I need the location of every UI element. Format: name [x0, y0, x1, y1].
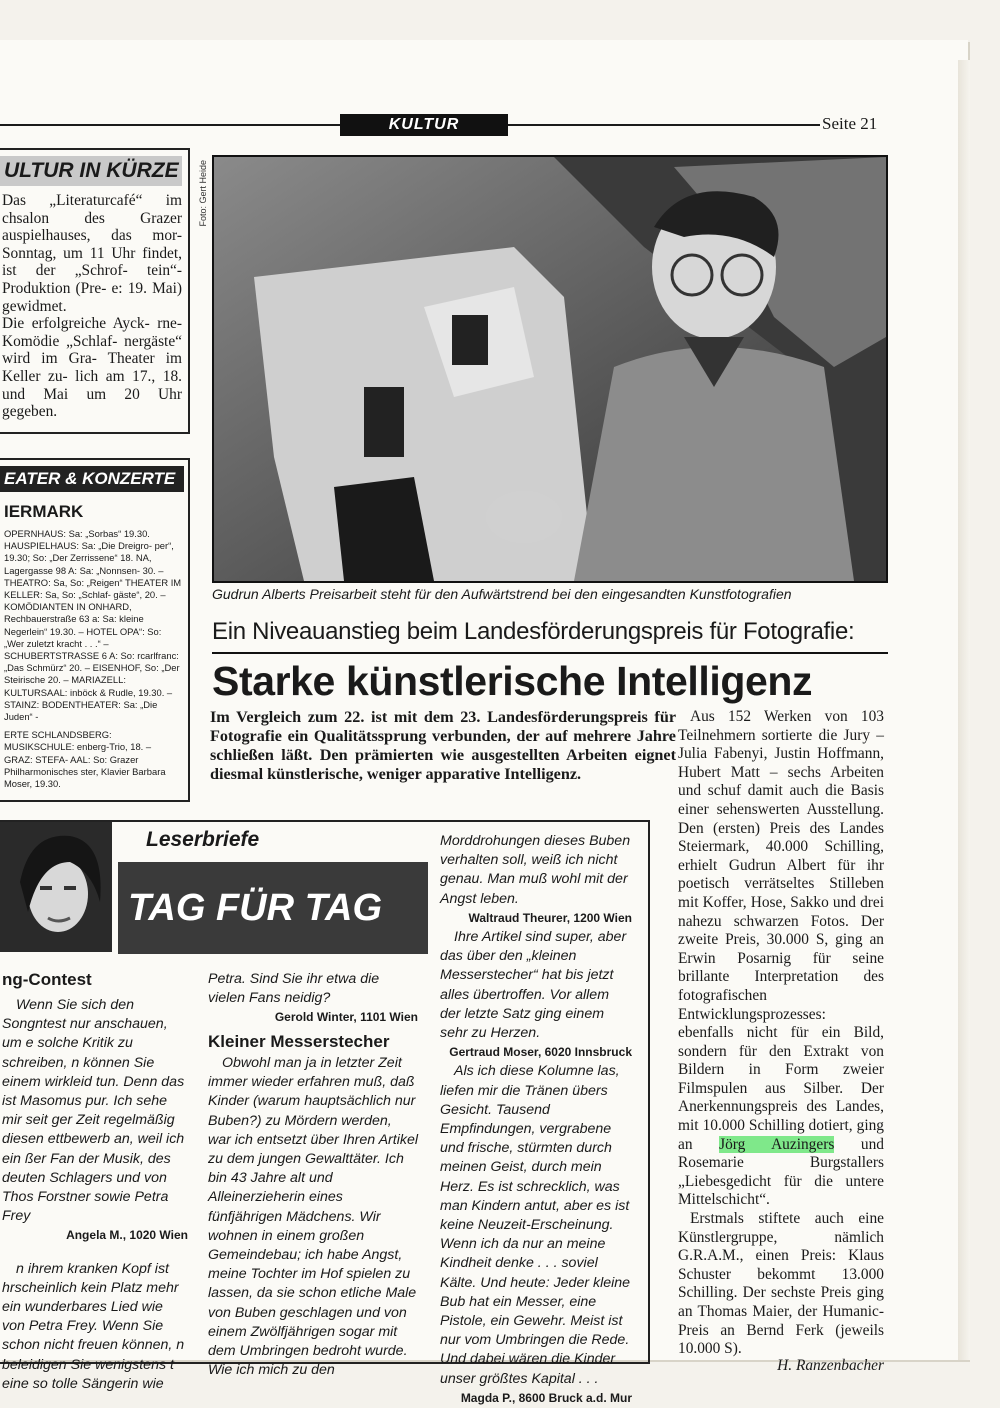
letter-title: Kleiner Messerstecher [208, 1032, 390, 1051]
letter-signature: Gerold Winter, 1101 Wien [274, 1010, 418, 1025]
photo-illustration [214, 157, 886, 581]
article-paragraph [678, 708, 884, 1210]
letter-column-left [2, 996, 188, 1394]
photo-caption: Gudrun Alberts Preisarbeit steht für den Aufwärtstrend bei den eingesandten Kunstfotografien [212, 586, 792, 602]
article-paragraph: Erstmals stiftete auch eine Künstlergruppe, nämlich G.R.A.M., einen Preis: Klaus Schuster bekommt 13.000 Schilling. Der sechste Preis ging an Thomas Maier, der Humanic-Preis an Bernd Ferk (jeweils 10.000 S). [678, 1210, 884, 1358]
theater-region: IERMARK [4, 502, 84, 521]
letter-paragraph: Petra. Sind Sie ihr etwa die vielen Fans neidig? [208, 971, 380, 1007]
letter-paragraph: Ihre Artikel sind super, aber das über den „kleinen Messerstecher“ hat bis jetzt alles übertroffen. Vor allem der letzte Satz ging einem sehr zu Herzen. [440, 929, 627, 1042]
portrait-illustration [0, 822, 112, 952]
letter-column-middle-body [208, 1054, 418, 1380]
article-body [678, 708, 884, 1375]
kurz-paragraph: Das „Literaturcafé“ im chsalon des Grazer auspielhauses, das mor- Sonntag, um 11 Uhr findet, ist der „Schrof- tein“-Produktion (Pre- e: 19. Mai) gewidmet. [2, 192, 182, 315]
letter-paragraph: Wenn Sie sich den Songntest nur anschauen, um e solche Kritik zu schreiben, n können Sie einem wirkleid tun. Denn das ist Masomus pur. Ich sehe mir seit ger Zeit regelmäßig diesen ettbewerb an, weil ich ein ßer Fan der Musik, des deuten Schlagers und von Thos Forstner sowie Petra Frey [2, 997, 185, 1225]
letter-column-middle [208, 970, 418, 1028]
letter-paragraph: Als ich diese Kolumne las, liefen mir die Tränen übers Gesicht. Tausend Empfindungen, vergrabene und frische, stürmten durch meinen Geist, durch mein Herz. Es ist schrecklich, was man Kindern antut, aber es ist keine Neuzeit-Erscheinung. Wenn ich da nur an meine Kindheit denke . . . soviel Kälte. Und heute: Jeder kleine Bub hat ein Messer, eine Pistole, ein Gewehr. Meist ist nur vom Umbringen die Rede. Und dabei wären die Kinder unser größtes Kapital . . . [440, 1063, 631, 1387]
theater-title: EATER & KONZERTE [0, 466, 184, 492]
kurz-text [2, 192, 182, 421]
letter-signature: Magda P., 8600 Bruck a.d. Mur [460, 1390, 632, 1405]
kurz-paragraph: Die erfolgreiche Ayck- rne-Komödie „Schlaf- nergäste“ wird im Gra- Theater im Keller zu- lich am 17., 18. und Mai um 20 Uhr gegeben. [2, 315, 182, 421]
article-headline: Starke künstlerische Intelligenz [212, 658, 813, 704]
letter-paragraph: Morddrohungen dieses Buben verhalten soll, weiß ich nicht genau. Man muß wohl mit der Angst leben. [440, 833, 631, 907]
photo-credit: Foto: Gert Heide [198, 160, 208, 227]
article-lead: Im Vergleich zum 22. ist mit dem 23. Landesförderungspreis für Fotografie ein Qualitätssprung verbunden, der auf mehrere Jahre schließen läßt. Den prämierten wie ausgestellten Arbeiten eignet diesmal künstlerische, weniger apparative Intelligenz. [210, 708, 676, 783]
article-kicker: Ein Niveauanstieg beim Landesförderungspreis für Fotografie: [212, 618, 855, 645]
letter-signature: Waltraud Theurer, 1200 Wien [468, 910, 632, 925]
page-number: Seite 21 [822, 114, 878, 133]
section-label: KULTUR [340, 114, 508, 136]
page-fold [958, 60, 970, 1360]
letter-paragraph: n ihrem kranken Kopf ist hrscheinlich kein Platz mehr ein wunderbares Lied wie von Petra Frey. Wenn Sie schon nicht freuen können, n beleidigen Sie wenigstens t eine so tolle Sängerin wie [2, 1260, 185, 1392]
article-text: und Rosemarie Burgstallers „Liebesgedicht für die untere Mittelschicht“. [678, 1135, 884, 1209]
letter-signature: Gertraud Moser, 6020 Innsbruck [449, 1045, 632, 1060]
article-photo [212, 155, 888, 583]
columnist-portrait [0, 822, 112, 952]
highlighted-name: Jörg Auzingers [719, 1135, 835, 1153]
article-author: H. Ranzenbacher [777, 1356, 884, 1374]
letter-column-right [440, 832, 632, 1408]
theater-paragraph: OPERNHAUS: Sa: „Sorbas“ 19.30. HAUSPIELHAUS: Sa: „Die Dreigro- per“, 19.30; So: „Der Zerrissene“ 18. NA, Lagergasse 98 A: Sa: „Nonnsen- 30. – THEATRO: Sa, So: „Reigen“ THEATER IM KELLER: Sa, So: „Schlaf- gäste“, 20. – KOMÖDIANTEN IN ONHARD, Rechbauerstraße 63 a: Sa: kleine Negerlein“ 19.30. – HOTEL OPA“: So: „Wer zuletzt kracht . . .“ – SCHUBERTSTRASSE 6 A: So: rcarlfranc: „Das Schmürz“ 20. – EISENHOF, So: „Der Steirische 20. – MARIAZELL: KULTURSAAL: inböck & Rudle, 19.30. – STAINZ: BODENTHEATER: Sa: „Die Juden“ - [4, 528, 182, 723]
article-text: Aus 152 Werken von 103 Teilnehmern sortierte die Jury – Julia Fabenyi, Justin Hoffmann, Hubert Matt – sechs Arbeiten und schuf damit auch die Basis einer sehenswerten Ausstellung. Den (ersten) Preis des Landes Steiermark, 40.000 Schilling, erhielt Gudrun Albert für ihr poetisch verrätseltes Stilleben mit Koffer, Hose, Sakko und drei nahezu schwarzen Fotos. Der zweite Preis, 30.000 S, ging an Erwin Posarnig für seine brillante Interpretation des fotografischen Entwicklungsprozesses: ebenfalls nicht für ein Bild, sondern für den Extrakt von Bildern in Form zweier Filmspulen aus Silber. Der Anerkennungspreis des Landes, mit 10.000 Schilling dotiert, ging an [678, 708, 884, 1153]
theater-paragraph: ERTE SCHLANDSBERG: MUSIKSCHULE: enberg-Trio, 18. – GRAZ: STEFA- AAL: So: Grazer Philharmonisches ster, Klavier Barbara Moser, 19.30. [4, 729, 166, 790]
letters-banner: TAG FÜR TAG [118, 862, 428, 954]
kicker-rule [212, 652, 888, 654]
kurz-title: ULTUR IN KÜRZE [0, 156, 182, 186]
theater-listing [4, 528, 182, 790]
letter-title: ng-Contest [2, 970, 92, 989]
letter-signature: Angela M., 1020 Wien [66, 1228, 188, 1243]
letters-label: Leserbriefe [146, 828, 260, 851]
letter-paragraph: Obwohl man ja in letzter Zeit immer wieder erfahren muß, daß Kinder (warum hauptsächlich nur Buben?) zu Mördern werden, war ich entsetzt über Ihren Artikel zu dem jungen Gewalttäter. Ich bin 43 Jahre alt und Alleinerzieherin eines fünfjährigen Mädchens. Wir wohnen in einem großen Gemeindebau; ich habe Angst, meine Tochter im Hof spielen zu lassen, da sie schon etliche Male von Buben geschlagen und von einem Zwölfjährigen sogar mit dem Umbringen bedroht wurde. Wie ich mich zu den [208, 1055, 419, 1379]
